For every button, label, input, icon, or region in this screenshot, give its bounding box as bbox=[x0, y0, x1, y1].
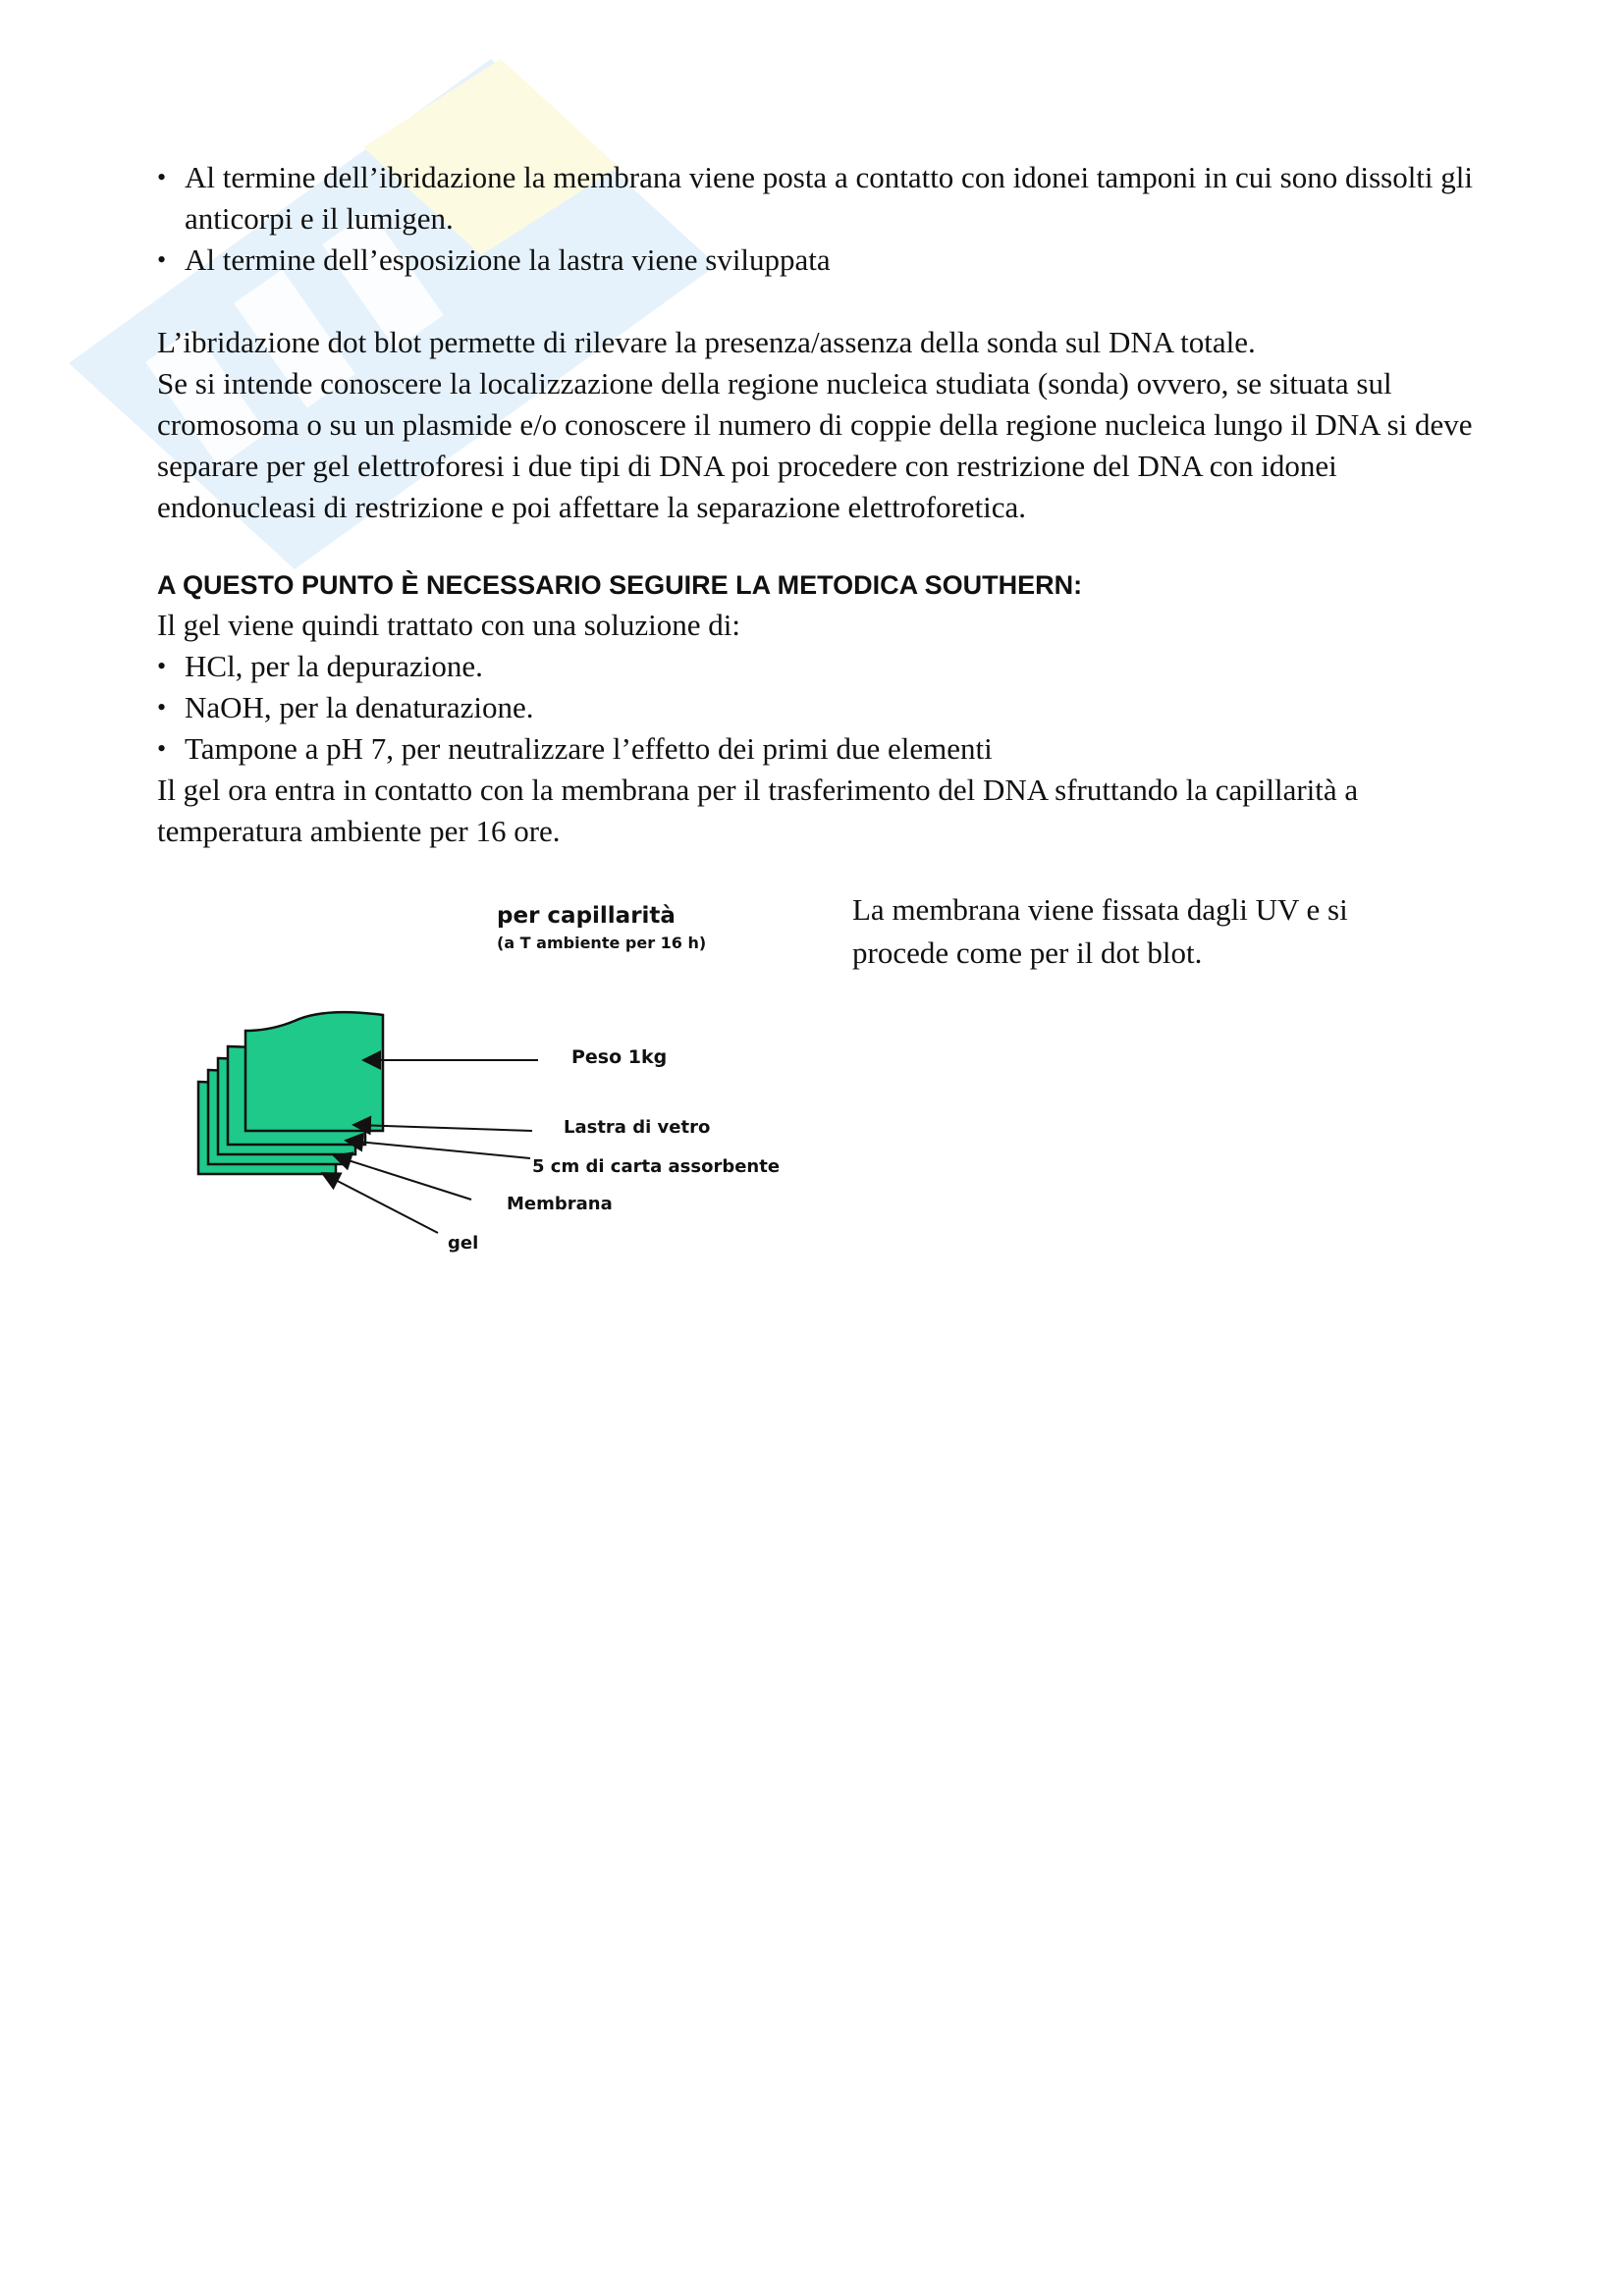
section-outro: Il gel ora entra in contatto con la membrana per il trasferimento del DNA sfruttando la capillarità a temperatura ambiente per 16 ore. bbox=[157, 773, 1359, 848]
arrow-paper bbox=[348, 1141, 530, 1158]
southern-bullet-list bbox=[157, 646, 1473, 770]
intro-bullets-block bbox=[157, 157, 1473, 281]
dot-blot-paragraph bbox=[157, 322, 1473, 528]
label-paper: 5 cm di carta assorbente bbox=[532, 1156, 781, 1177]
capillary-transfer-diagram bbox=[187, 883, 815, 1266]
label-weight: Peso 1kg bbox=[571, 1046, 668, 1068]
list-item: • Al termine dell’ibridazione la membrana viene posta a contatto con idonei tamponi in cui sono dissolti gli anticorpi e il lumigen. bbox=[157, 157, 1473, 240]
list-item: • NaOH, per la denaturazione. bbox=[157, 687, 1473, 728]
gel-stack bbox=[198, 1012, 383, 1174]
paragraph-line: L’ibridazione dot blot permette di rilevare la presenza/assenza della sonda sul DNA totale. bbox=[157, 325, 1256, 359]
label-gel: gel bbox=[448, 1233, 479, 1254]
list-item: • Tampone a pH 7, per neutralizzare l’effetto dei primi due elementi bbox=[157, 728, 1473, 770]
weight-layer bbox=[245, 1012, 383, 1131]
intro-bullet-list bbox=[157, 157, 1473, 281]
arrow-membrane bbox=[336, 1156, 471, 1200]
diagram-subtitle: (a T ambiente per 16 h) bbox=[497, 934, 707, 952]
label-glass: Lastra di vetro bbox=[564, 1117, 711, 1138]
section-heading: A QUESTO PUNTO È NECESSARIO SEGUIRE LA METODICA SOUTHERN: bbox=[157, 570, 1083, 600]
list-item: • HCl, per la depurazione. bbox=[157, 646, 1473, 687]
side-note: La membrana viene fissata dagli UV e si procede come per il dot blot. bbox=[852, 892, 1348, 970]
paragraph-line: Se si intende conoscere la localizzazione della regione nucleica studiata (sonda) ovvero, se situata sul cromosoma o su un plasmide e/o conoscere il numero di coppie della regione nucleica lungo il DNA si deve separare per gel elettroforesi i due tipi di DNA poi procedere con restrizione del DNA con idonei endonucleasi di restrizione e poi affettare la separazione elettroforetica. bbox=[157, 366, 1473, 524]
diagram-title: per capillarità bbox=[497, 903, 676, 929]
southern-section bbox=[157, 565, 1473, 852]
label-membrane: Membrana bbox=[507, 1194, 613, 1214]
section-intro: Il gel viene quindi trattato con una soluzione di: bbox=[157, 608, 741, 642]
list-item: • Al termine dell’esposizione la lastra viene sviluppata bbox=[157, 240, 1473, 281]
